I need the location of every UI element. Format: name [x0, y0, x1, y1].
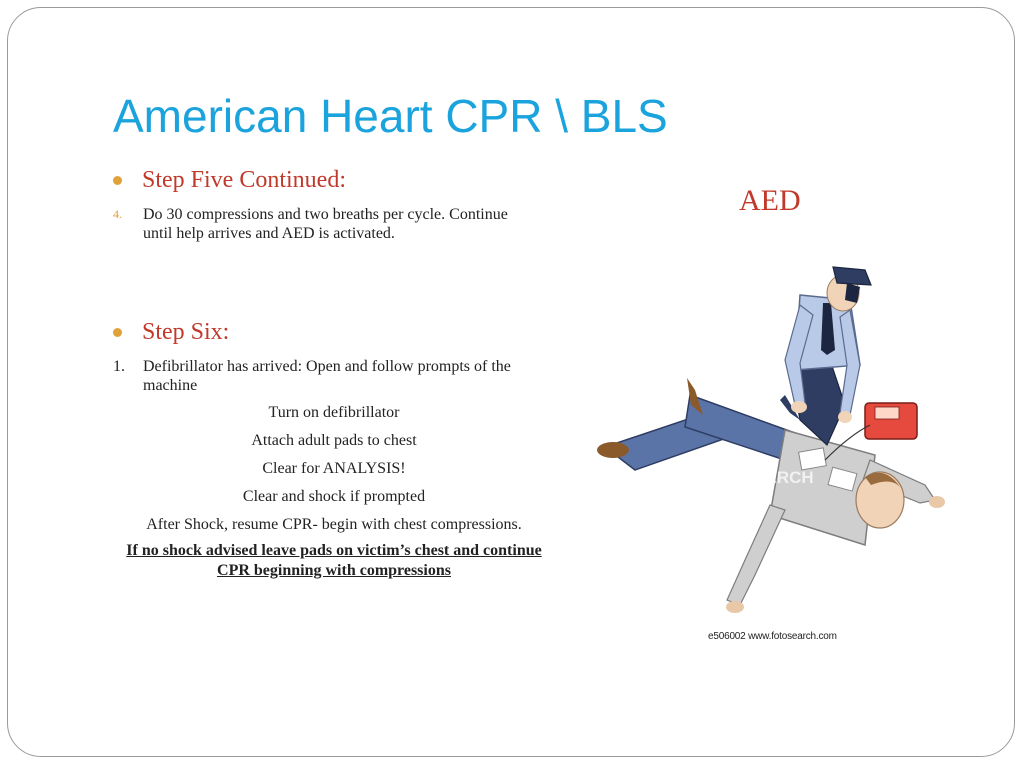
cpr-aed-illustration [595, 255, 955, 650]
step-five-heading: Step Five Continued: [142, 167, 346, 193]
aed-step: Clear for ANALYSIS! [262, 460, 406, 477]
watermark-text: FOTOSEARCH [695, 468, 814, 487]
slide-title: American Heart CPR \ BLS [113, 90, 668, 142]
step-six-heading: Step Six: [142, 319, 230, 345]
aed-steps-list [110, 402, 558, 542]
image-caption: e506002 www.fotosearch.com [708, 631, 837, 642]
aed-step: Clear and shock if prompted [242, 488, 426, 505]
step-six-bullet [113, 317, 229, 347]
aed-step: After Shock, resume CPR- begin with chest compressions. [146, 516, 522, 533]
item-text: Do 30 compressions and two breaths per cycle. Continue until help arrives and AED is activated. [143, 206, 508, 242]
item-number: 1. [113, 358, 125, 375]
bullet-dot-icon [113, 328, 122, 337]
item-number: 4. [113, 207, 122, 221]
step-five-item [113, 205, 513, 243]
aed-label: AED [739, 184, 801, 217]
bullet-dot-icon [113, 176, 122, 185]
no-shock-warning: If no shock advised leave pads on victim’s chest and continue CPR beginning with compressions [126, 542, 542, 579]
aed-step: Turn on defibrillator [268, 404, 400, 421]
step-six-item [113, 357, 553, 395]
aed-step: Attach adult pads to chest [251, 432, 417, 449]
item-text: Defibrillator has arrived: Open and follow prompts of the machine [143, 358, 511, 394]
step-five-bullet [113, 165, 346, 195]
